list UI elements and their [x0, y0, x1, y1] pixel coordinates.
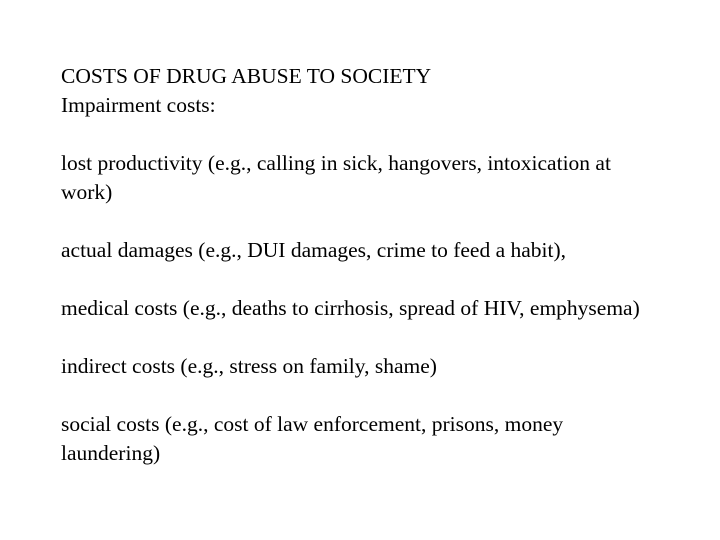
slide-subtitle: Impairment costs:: [61, 93, 216, 117]
spacer: [61, 265, 661, 294]
list-item: indirect costs (e.g., stress on family, shame): [61, 354, 437, 378]
spacer: [61, 323, 661, 352]
list-item: social costs (e.g., cost of law enforcement, prisons, money laundering): [61, 412, 564, 465]
list-item: medical costs (e.g., deaths to cirrhosis, spread of HIV, emphysema): [61, 296, 640, 320]
spacer: [61, 120, 661, 149]
slide-content: [61, 62, 661, 468]
list-item: lost productivity (e.g., calling in sick, hangovers, intoxication at work): [61, 151, 611, 204]
spacer: [61, 381, 661, 410]
spacer: [61, 207, 661, 236]
slide-title: COSTS OF DRUG ABUSE TO SOCIETY: [61, 64, 432, 88]
list-item: actual damages (e.g., DUI damages, crime to feed a habit),: [61, 238, 567, 262]
